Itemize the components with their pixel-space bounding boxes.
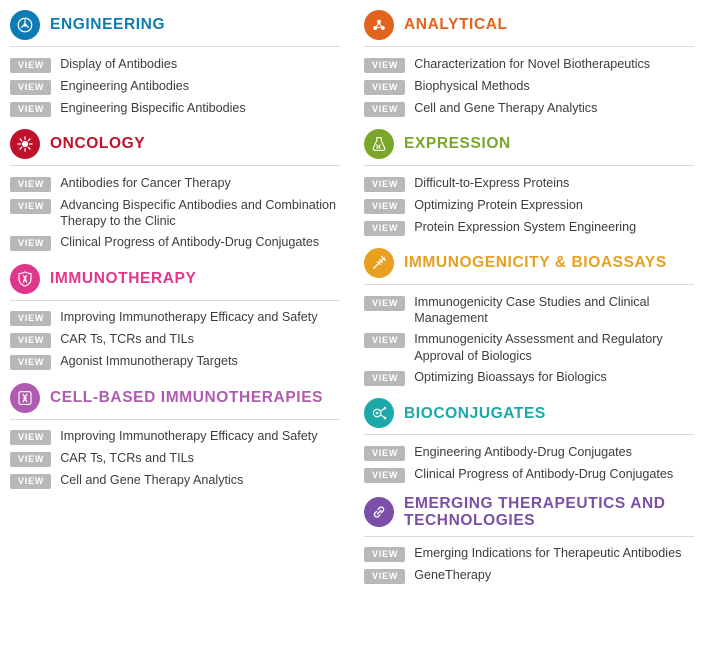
session-title: Cell and Gene Therapy Analytics	[414, 100, 598, 115]
section-header-expression	[364, 125, 694, 165]
session-title: CAR Ts, TCRs and TILs	[60, 332, 194, 347]
session-title: GeneTherapy	[414, 568, 492, 583]
session-list-analytical	[364, 53, 694, 119]
view-button[interactable]: VIEW	[10, 177, 51, 192]
list-item	[10, 351, 340, 373]
view-button[interactable]: VIEW	[364, 80, 405, 95]
session-title: Cell and Gene Therapy Analytics	[60, 473, 244, 488]
section-engineering	[10, 6, 340, 119]
session-title: Emerging Indications for Therapeutic Antibodies	[414, 546, 682, 561]
section-title-emerging-therapeutics: EMERGING THERAPEUTICS AND TECHNOLOGIES	[404, 495, 666, 530]
view-button[interactable]: VIEW	[10, 311, 51, 326]
protein-flask-icon	[364, 129, 394, 159]
section-header-oncology	[10, 125, 340, 165]
session-title: Clinical Progress of Antibody-Drug Conjugates	[60, 235, 320, 250]
session-list-oncology	[10, 172, 340, 254]
right-column	[364, 6, 694, 651]
section-emerging-therapeutics	[364, 491, 694, 586]
view-button[interactable]: VIEW	[364, 296, 405, 311]
section-divider	[10, 300, 340, 301]
cell-dna-icon	[10, 383, 40, 413]
view-button[interactable]: VIEW	[10, 355, 51, 370]
session-title: Engineering Antibodies	[60, 78, 190, 93]
section-header-emerging-therapeutics	[364, 491, 694, 535]
view-button[interactable]: VIEW	[10, 102, 51, 117]
list-item	[10, 470, 340, 492]
section-immunogenicity-bioassays	[364, 244, 694, 388]
list-item	[364, 216, 694, 238]
section-divider	[364, 434, 694, 435]
view-button[interactable]: VIEW	[364, 446, 405, 461]
view-button[interactable]: VIEW	[364, 468, 405, 483]
section-header-engineering	[10, 6, 340, 46]
view-button[interactable]: VIEW	[364, 58, 405, 73]
view-button[interactable]: VIEW	[10, 333, 51, 348]
view-button[interactable]: VIEW	[10, 430, 51, 445]
section-title-engineering: ENGINEERING	[50, 16, 166, 34]
list-item	[364, 543, 694, 565]
view-button[interactable]: VIEW	[10, 199, 51, 214]
view-button[interactable]: VIEW	[364, 221, 405, 236]
section-divider	[10, 419, 340, 420]
session-title: Agonist Immunotherapy Targets	[60, 354, 238, 369]
list-item	[10, 329, 340, 351]
section-oncology	[10, 125, 340, 254]
view-button[interactable]: VIEW	[10, 58, 51, 73]
section-expression	[364, 125, 694, 238]
session-title: Improving Immunotherapy Efficacy and Safety	[60, 310, 318, 325]
section-header-immunotherapy	[10, 260, 340, 300]
session-list-expression	[364, 172, 694, 238]
session-title: Advancing Bispecific Antibodies and Combination Therapy to the Clinic	[60, 197, 337, 228]
session-title: Optimizing Bioassays for Biologics	[414, 369, 607, 384]
list-item	[10, 97, 340, 119]
session-title: Improving Immunotherapy Efficacy and Safety	[60, 429, 318, 444]
section-title-analytical: ANALYTICAL	[404, 16, 508, 34]
session-list-emerging-therapeutics	[364, 543, 694, 587]
section-header-immunogenicity-bioassays	[364, 244, 694, 284]
list-item	[364, 291, 694, 329]
session-title: Engineering Antibody-Drug Conjugates	[414, 444, 632, 459]
session-title: Clinical Progress of Antibody-Drug Conjugates	[414, 466, 674, 481]
session-title: Protein Expression System Engineering	[414, 219, 637, 234]
view-button[interactable]: VIEW	[10, 474, 51, 489]
list-item	[364, 53, 694, 75]
list-item	[364, 463, 694, 485]
section-title-immunotherapy: IMMUNOTHERAPY	[50, 270, 197, 288]
list-item	[364, 172, 694, 194]
section-title-immunogenicity-bioassays: IMMUNOGENICITY & BIOASSAYS	[404, 254, 667, 272]
view-button[interactable]: VIEW	[364, 371, 405, 386]
list-item	[364, 97, 694, 119]
section-divider	[10, 165, 340, 166]
section-title-oncology: ONCOLOGY	[50, 135, 146, 153]
view-button[interactable]: VIEW	[10, 452, 51, 467]
session-title: CAR Ts, TCRs and TILs	[60, 451, 194, 466]
session-list-engineering	[10, 53, 340, 119]
section-divider	[364, 165, 694, 166]
session-title: Display of Antibodies	[60, 56, 178, 71]
conjugate-icon	[364, 398, 394, 428]
list-item	[10, 232, 340, 254]
session-title: Characterization for Novel Biotherapeutics	[414, 56, 651, 71]
view-button[interactable]: VIEW	[10, 80, 51, 95]
session-title: Immunogenicity Assessment and Regulatory Approval of Biologics	[414, 332, 663, 363]
section-header-bioconjugates	[364, 394, 694, 434]
syringe-icon	[364, 248, 394, 278]
section-divider	[364, 46, 694, 47]
view-button[interactable]: VIEW	[364, 547, 405, 562]
session-title: Difficult-to-Express Proteins	[414, 175, 570, 190]
section-divider	[10, 46, 340, 47]
view-button[interactable]: VIEW	[10, 236, 51, 251]
session-title: Immunogenicity Case Studies and Clinical Management	[414, 294, 650, 325]
cell-burst-icon	[10, 129, 40, 159]
list-item	[10, 426, 340, 448]
molecule-icon	[364, 10, 394, 40]
list-item	[10, 194, 340, 232]
view-button[interactable]: VIEW	[364, 199, 405, 214]
list-item	[364, 565, 694, 587]
session-list-cell-based-immunotherapies	[10, 426, 340, 492]
link-chain-icon	[364, 497, 394, 527]
antibody-circle-icon	[10, 10, 40, 40]
session-title: Antibodies for Cancer Therapy	[60, 175, 231, 190]
list-item	[364, 441, 694, 463]
section-title-cell-based-immunotherapies: CELL-BASED IMMUNOTHERAPIES	[50, 389, 324, 407]
section-header-analytical	[364, 6, 694, 46]
section-analytical	[364, 6, 694, 119]
session-title: Biophysical Methods	[414, 78, 530, 93]
section-divider	[364, 536, 694, 537]
session-title: Engineering Bispecific Antibodies	[60, 100, 246, 115]
list-item	[10, 307, 340, 329]
session-title: Optimizing Protein Expression	[414, 197, 583, 212]
list-item	[10, 53, 340, 75]
view-button[interactable]: VIEW	[364, 177, 405, 192]
view-button[interactable]: VIEW	[364, 333, 405, 348]
list-item	[364, 194, 694, 216]
list-item	[10, 172, 340, 194]
section-immunotherapy	[10, 260, 340, 373]
view-button[interactable]: VIEW	[364, 569, 405, 584]
section-title-bioconjugates: BIOCONJUGATES	[404, 404, 546, 422]
list-item	[364, 329, 694, 367]
session-list-immunotherapy	[10, 307, 340, 373]
section-divider	[364, 284, 694, 285]
dna-shield-icon	[10, 264, 40, 294]
list-item	[10, 75, 340, 97]
list-item	[10, 448, 340, 470]
session-list-immunogenicity-bioassays	[364, 291, 694, 388]
section-bioconjugates	[364, 394, 694, 485]
session-list-bioconjugates	[364, 441, 694, 485]
section-cell-based-immunotherapies	[10, 379, 340, 492]
view-button[interactable]: VIEW	[364, 102, 405, 117]
list-item	[364, 366, 694, 388]
left-column	[10, 6, 340, 651]
section-title-expression: EXPRESSION	[404, 135, 511, 153]
list-item	[364, 75, 694, 97]
section-header-cell-based-immunotherapies	[10, 379, 340, 419]
